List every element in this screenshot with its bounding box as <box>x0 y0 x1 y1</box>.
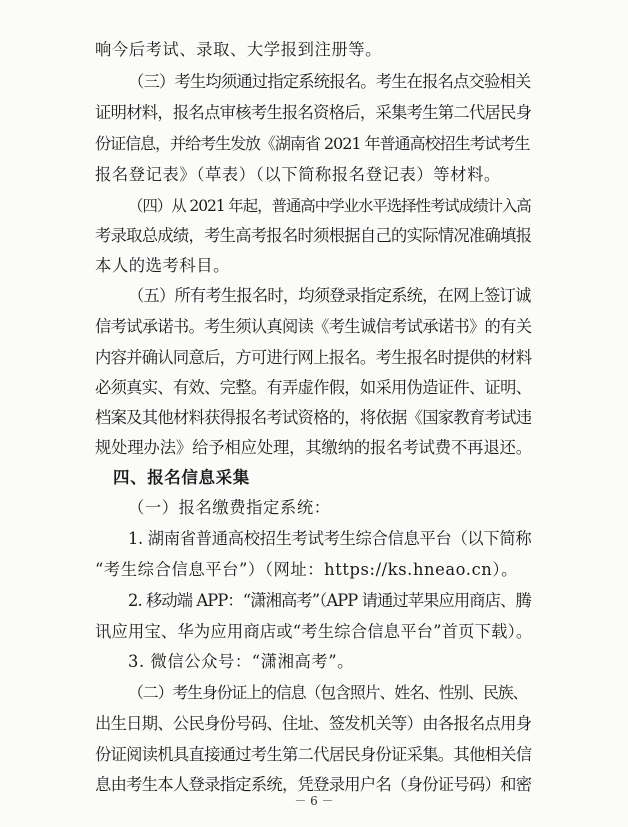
list-item: 3. 微信公众号：“潇湘高考”。 <box>128 652 355 671</box>
paragraph-line: 报名登记表》（草表）（以下简称报名登记表）等材料。 <box>95 165 501 184</box>
list-item: 1. 湖南省普通高校招生考试考生综合信息平台（以下简称 <box>128 529 532 548</box>
paragraph-line: 规处理办法》给予相应处理，其缴纳的报名考试费不再退还。 <box>95 438 532 457</box>
paragraph-line: 内容并确认同意后，方可进行网上报名。考生报名时提供的材料 <box>95 348 532 367</box>
paragraph-line: （三）考生均须通过指定系统报名。考生在报名点交验相关 <box>128 72 531 91</box>
page-number: － 6 － <box>294 794 334 808</box>
paragraph-line: 讯应用宝、华为应用商店或“考生综合信息平台”首页下载）。 <box>95 622 533 641</box>
paragraph-line: （四）从 2021 年起，普通高中学业水平选择性考试成绩计入高 <box>128 197 531 215</box>
paragraph-line: “考生综合信息平台”）（网址：https://ks.hneao.cn）。 <box>95 560 518 579</box>
subsection-heading: （一）报名缴费指定系统： <box>128 498 331 517</box>
paragraph-line: （二）考生身份证上的信息（包含照片、姓名、性别、民族、 <box>128 683 528 702</box>
paragraph-line: 证明材料，报名点审核考生报名资格后，采集考生第二代居民身 <box>95 103 532 122</box>
paragraph-line: 信考试承诺书。考生须认真阅读《考生诚信考试承诺书》的有关 <box>95 317 532 336</box>
paragraph-line: 份证信息，并给考生发放《湖南省 2021 年普通高校招生考试考生 <box>95 134 530 153</box>
section-heading: 四、报名信息采集 <box>113 468 250 487</box>
paragraph-line: 息由考生本人登录指定系统，凭登录用户名（身份证号码）和密 <box>95 775 532 794</box>
paragraph-line: 考录取总成绩，考生高考报名时须根据自己的实际情况准确填报 <box>95 226 532 245</box>
paragraph-line: 份证阅读机具直接通过考生第二代居民身份证采集。其他相关信 <box>95 745 532 764</box>
paragraph-line: 档案及其他材料获得报名考试资格的，将依据《国家教育考试违 <box>95 408 532 427</box>
paragraph-line: 响今后考试、录取、大学报到注册等。 <box>95 40 382 59</box>
list-item: 2. 移动端 APP：“潇湘高考”（APP 请通过苹果应用商店、腾 <box>128 591 531 610</box>
paragraph-line: （五）所有考生报名时，均须登录指定系统，在网上签订诚 <box>128 286 531 305</box>
paragraph-line: 本人的选考科目。 <box>95 256 231 275</box>
paragraph-line: 出生日期、公民身份号码、住址、签发机关等）由各报名点用身 <box>95 714 532 733</box>
paragraph-line: 必须真实、有效、完整。有弄虚作假，如采用伪造证件、证明、 <box>95 378 532 397</box>
